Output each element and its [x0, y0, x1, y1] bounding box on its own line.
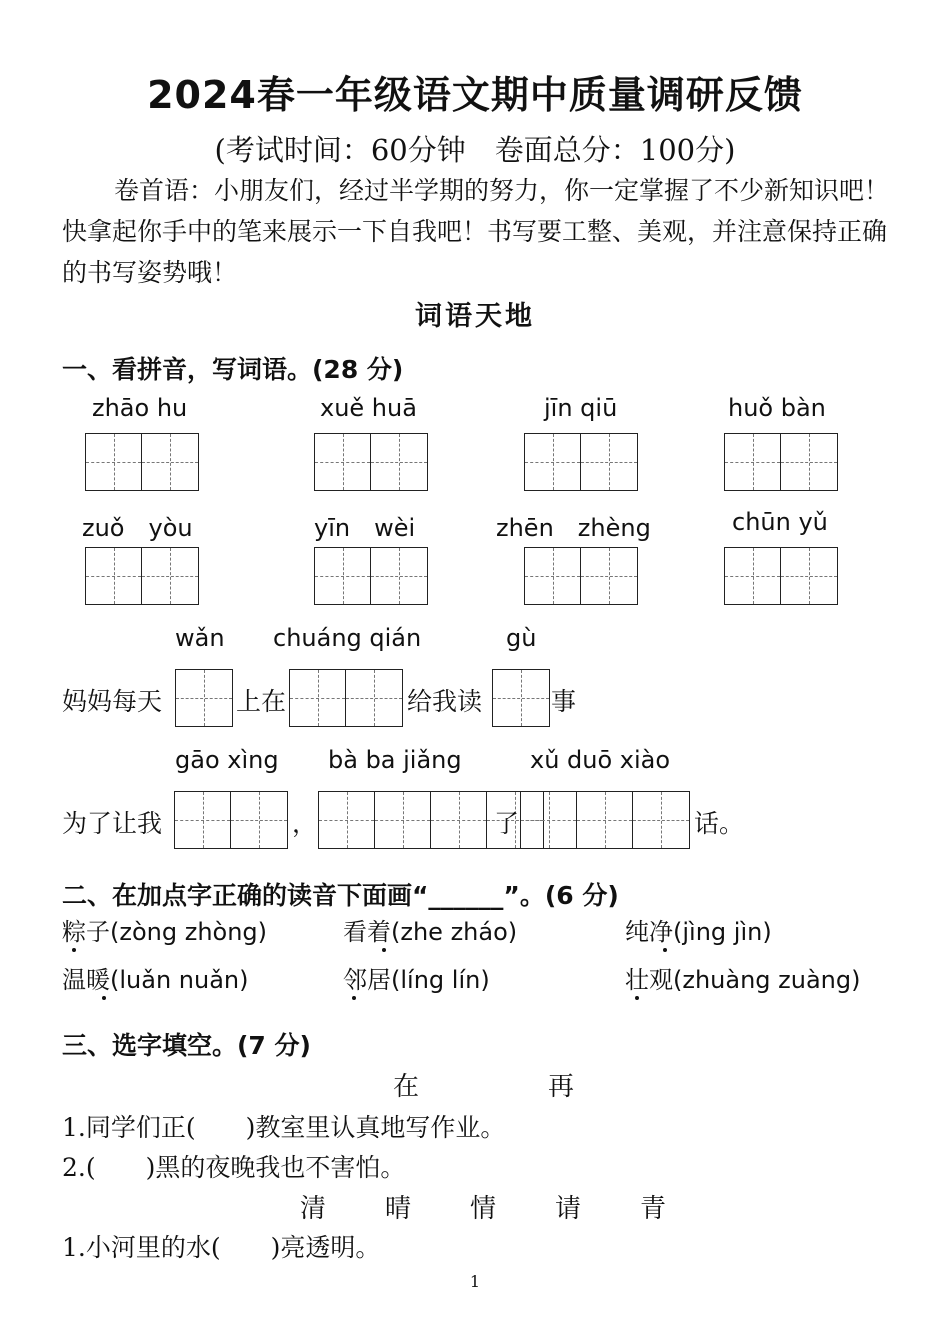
reading-item[interactable]: 温暖(luǎn nuǎn): [62, 966, 249, 994]
sentence-text: 妈妈每天: [62, 687, 163, 716]
pinyin-label: chūn yǔ: [732, 508, 828, 536]
fill-blank-line[interactable]: 2.( )黑的夜晚我也不害怕。: [62, 1153, 406, 1182]
reading-item[interactable]: 纯净(jìng jìn): [625, 918, 772, 946]
emphasis-dot: [663, 948, 667, 952]
choice-char: 请: [555, 1194, 582, 1224]
choice-char: 晴: [385, 1194, 412, 1224]
sentence-text: 给我读: [407, 687, 483, 716]
pinyin-label: wǎn: [175, 624, 225, 652]
writing-grid[interactable]: [524, 433, 638, 491]
pinyin-label: xuě huā: [320, 394, 417, 422]
intro-paragraph: 卷首语：小朋友们，经过半学期的努力，你一定掌握了不少新知识吧！快拿起你手中的笔来展示一下自我吧！书写要工整、美观，并注意保持正确的书写姿势哦！: [62, 176, 890, 287]
page-number: 1: [469, 1272, 481, 1291]
q3-heading: 三、选字填空。(7 分): [62, 1031, 311, 1060]
choice-char: 再: [548, 1072, 575, 1102]
fill-blank-line[interactable]: 1.同学们正( )教室里认真地写作业。: [62, 1113, 506, 1142]
reading-item[interactable]: 邻居(líng lín): [343, 966, 490, 994]
emphasis-dot: [102, 996, 106, 1000]
choice-char: 情: [470, 1194, 497, 1224]
reading-item[interactable]: 看着(zhe zháo): [343, 918, 518, 946]
writing-grid[interactable]: [724, 433, 838, 491]
pinyin-label: zhāo hu: [92, 394, 188, 422]
sentence-text: 事: [551, 687, 577, 716]
writing-grid[interactable]: [175, 669, 233, 727]
section-title: 词语天地: [415, 301, 535, 332]
q1-heading: 一、看拼音，写词语。(28 分): [62, 355, 404, 384]
emphasis-dot: [352, 996, 356, 1000]
writing-grid[interactable]: [520, 791, 690, 849]
sentence-text: 话。: [694, 809, 745, 838]
emphasis-dot: [72, 948, 76, 952]
exam-info: (考试时间：60分钟 卷面总分：100分): [214, 133, 736, 167]
writing-grid[interactable]: [314, 433, 428, 491]
fill-blank-line[interactable]: 1.小河里的水( )亮透明。: [62, 1233, 381, 1262]
writing-grid[interactable]: [85, 547, 199, 605]
writing-grid[interactable]: [314, 547, 428, 605]
emphasis-dot: [635, 996, 639, 1000]
pinyin-label: gāo xìng: [175, 746, 279, 774]
sentence-text: 了: [494, 809, 520, 838]
sentence-text: ，: [292, 809, 318, 838]
pinyin-label: bà ba jiǎng: [328, 746, 462, 774]
choice-char: 青: [640, 1194, 667, 1224]
sentence-text: 上在: [236, 687, 287, 716]
sentence-text: 为了让我: [62, 809, 163, 838]
pinyin-label: xǔ duō xiào: [530, 746, 671, 774]
pinyin-label: zuǒ yòu: [82, 514, 193, 542]
reading-item[interactable]: 壮观(zhuàng zuàng): [625, 966, 861, 994]
pinyin-label: chuáng qián: [273, 624, 422, 652]
pinyin-label: gù: [506, 624, 537, 652]
writing-grid[interactable]: [289, 669, 403, 727]
pinyin-label: huǒ bàn: [728, 394, 826, 422]
writing-grid[interactable]: [524, 547, 638, 605]
emphasis-dot: [382, 948, 386, 952]
reading-item[interactable]: 粽子(zòng zhòng): [62, 918, 268, 946]
pinyin-label: yīn wèi: [314, 514, 416, 542]
writing-grid[interactable]: [724, 547, 838, 605]
writing-grid[interactable]: [492, 669, 550, 727]
q2-heading: 二、在加点字正确的读音下面画“______”。(6 分): [62, 881, 619, 910]
choice-char: 清: [300, 1194, 327, 1224]
pinyin-label: zhēn zhèng: [496, 514, 651, 542]
pinyin-label: jīn qiū: [544, 394, 618, 422]
choice-char: 在: [393, 1072, 420, 1102]
page-title: 2024春一年级语文期中质量调研反馈: [147, 73, 803, 117]
writing-grid[interactable]: [174, 791, 288, 849]
writing-grid[interactable]: [85, 433, 199, 491]
